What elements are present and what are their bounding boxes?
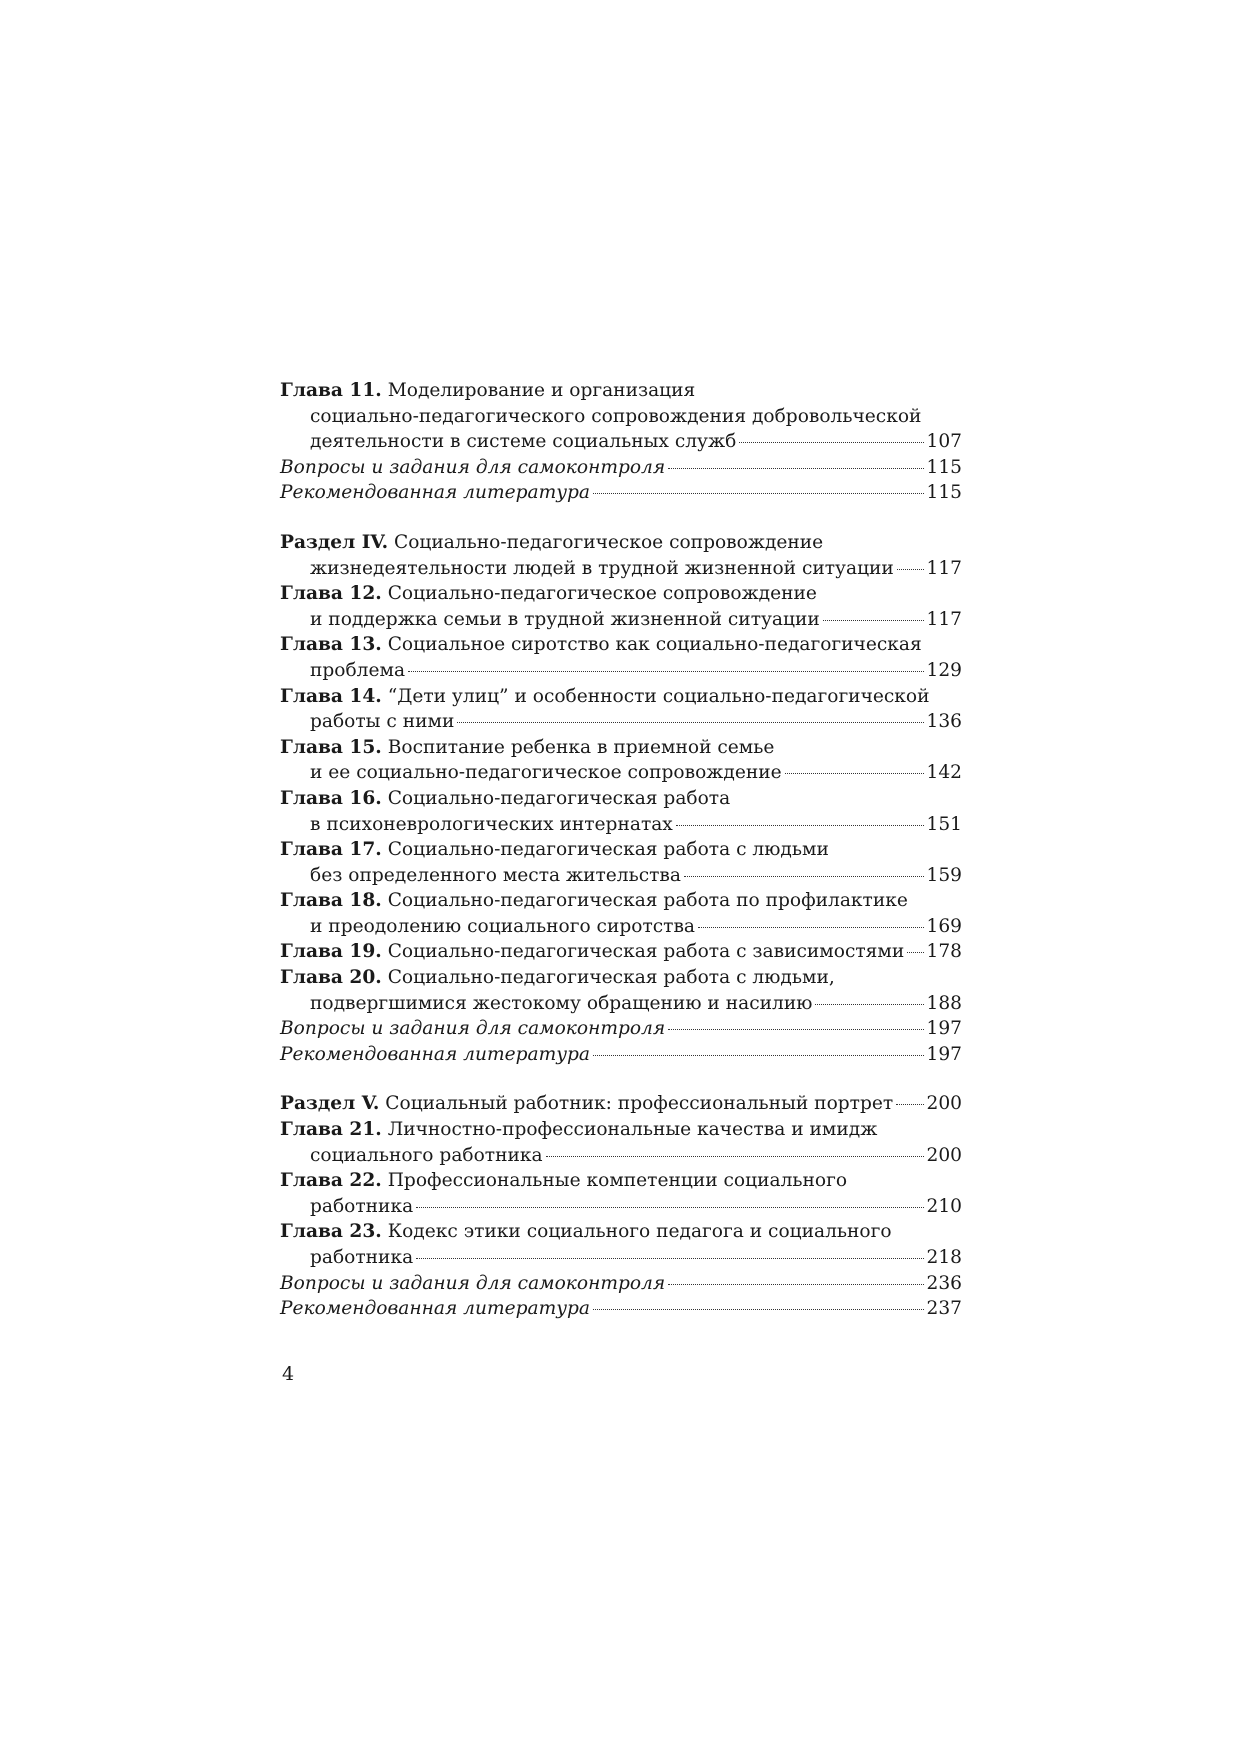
toc-entry-text: Социально-педагогическая работа bbox=[381, 787, 731, 809]
toc-entry-text: Вопросы и задания для самоконтроля bbox=[280, 1272, 666, 1294]
toc-entry bbox=[280, 1219, 962, 1270]
toc-entry-last-line bbox=[280, 914, 962, 940]
toc-entry-text: и поддержка семьи в трудной жизненной ситуации bbox=[310, 608, 820, 630]
toc-entry-title bbox=[280, 686, 930, 707]
toc-entry-text: проблема bbox=[310, 659, 406, 681]
toc-entry-text: Социально-педагогическая работа с людьми bbox=[381, 839, 829, 861]
toc-entry-text: Вопросы и задания для самоконтроля bbox=[280, 456, 666, 478]
toc-entry-last-line bbox=[280, 1296, 962, 1322]
toc-entry-title bbox=[310, 658, 405, 684]
toc-page-number: 136 bbox=[926, 711, 962, 733]
toc-entry-title bbox=[280, 1271, 665, 1297]
dot-leader bbox=[907, 952, 923, 953]
toc-entry-title bbox=[280, 1091, 893, 1117]
toc-entry-lead: Глава 16. bbox=[280, 787, 382, 809]
toc-page-number: 200 bbox=[926, 1093, 962, 1115]
toc-entry-title bbox=[280, 737, 774, 758]
toc-entry-lead: Глава 23. bbox=[280, 1221, 382, 1243]
toc-entry-title bbox=[280, 939, 904, 965]
dot-leader bbox=[823, 620, 924, 621]
toc-entry-title bbox=[310, 914, 695, 940]
toc-page-number: 178 bbox=[926, 941, 962, 963]
toc-entry-title bbox=[280, 1170, 847, 1191]
table-of-contents bbox=[280, 378, 962, 1322]
toc-entry-line bbox=[280, 378, 962, 404]
toc-entry-lead: Глава 21. bbox=[280, 1119, 382, 1141]
dot-leader bbox=[668, 1284, 923, 1285]
toc-entry bbox=[280, 1016, 962, 1042]
toc-entry-title bbox=[310, 863, 681, 889]
toc-entry bbox=[280, 965, 962, 1016]
toc-entry-last-line bbox=[280, 1016, 962, 1042]
dot-leader bbox=[815, 1004, 923, 1005]
toc-entry-text: социально-педагогического сопровождения добровольческой bbox=[310, 405, 922, 427]
toc-entry bbox=[280, 1271, 962, 1297]
toc-entry bbox=[280, 735, 962, 786]
toc-entry-title bbox=[310, 991, 812, 1017]
toc-entry-text: без определенного места жительства bbox=[310, 864, 681, 886]
toc-entry-line bbox=[280, 888, 962, 914]
dot-leader bbox=[684, 876, 924, 877]
toc-entry bbox=[280, 1117, 962, 1168]
toc-entry-text: работника bbox=[310, 1247, 414, 1268]
toc-entry-text: Социальный работник: профессиональный портрет bbox=[379, 1093, 894, 1115]
dot-leader bbox=[676, 825, 924, 826]
toc-entry-last-line bbox=[280, 939, 962, 965]
dot-leader bbox=[785, 773, 924, 774]
toc-entry-text: Социально-педагогическое сопровождение bbox=[381, 583, 817, 605]
toc-entry bbox=[280, 837, 962, 888]
toc-entry bbox=[280, 1042, 962, 1068]
toc-entry-last-line bbox=[280, 1143, 962, 1169]
toc-entry bbox=[280, 378, 962, 455]
dot-leader bbox=[416, 1258, 923, 1259]
toc-entry-title bbox=[310, 1245, 413, 1271]
toc-entry-text: Рекомендованная литература bbox=[280, 482, 591, 504]
toc-entry-title bbox=[280, 1221, 892, 1242]
toc-page-number: 188 bbox=[926, 992, 962, 1014]
toc-entry-lead: Глава 17. bbox=[280, 839, 382, 861]
dot-leader bbox=[416, 1207, 923, 1208]
toc-entry-text: Рекомендованная литература bbox=[280, 1298, 591, 1320]
dot-leader bbox=[668, 1029, 923, 1030]
toc-entry-lead: Глава 19. bbox=[280, 941, 382, 963]
dot-leader bbox=[896, 1104, 923, 1105]
toc-entry-line bbox=[280, 1219, 962, 1245]
toc-entry-text: Рекомендованная литература bbox=[280, 1043, 591, 1065]
toc-entry-title bbox=[310, 760, 782, 786]
dot-leader bbox=[698, 927, 924, 928]
toc-entry-last-line bbox=[280, 991, 962, 1017]
toc-page-number: 169 bbox=[926, 915, 962, 937]
toc-entry-text: жизнедеятельности людей в трудной жизненной ситуации bbox=[310, 557, 894, 579]
toc-entry-last-line bbox=[280, 429, 962, 455]
toc-entry-lead: Глава 15. bbox=[280, 736, 382, 758]
toc-entry-title bbox=[310, 406, 921, 427]
toc-entry-last-line bbox=[280, 1271, 962, 1297]
toc-entry-last-line bbox=[280, 1091, 962, 1117]
toc-entry-last-line bbox=[280, 1042, 962, 1068]
toc-entry-last-line bbox=[280, 863, 962, 889]
toc-page-number: 197 bbox=[926, 1043, 962, 1065]
toc-page-number: 107 bbox=[926, 431, 962, 453]
toc-entry-last-line bbox=[280, 556, 962, 582]
toc-entry-title bbox=[280, 583, 817, 604]
toc-entry-lead: Глава 22. bbox=[280, 1170, 382, 1192]
dot-leader bbox=[897, 569, 924, 570]
toc-entry-line bbox=[280, 786, 962, 812]
toc-entry-title bbox=[280, 1016, 665, 1042]
toc-entry-title bbox=[280, 455, 665, 481]
toc-entry-title bbox=[310, 429, 736, 455]
toc-entry-text: и ее социально-педагогическое сопровождение bbox=[310, 762, 782, 784]
toc-entry-text: подвергшимися жестокому обращению и насилию bbox=[310, 992, 813, 1014]
toc-entry-text: Социально-педагогическая работа по профилактике bbox=[381, 890, 908, 912]
toc-page-number: 115 bbox=[926, 456, 962, 478]
toc-entry-text: работы с ними bbox=[310, 711, 455, 733]
toc-page-number: 129 bbox=[926, 659, 962, 681]
toc-entry-lead: Глава 20. bbox=[280, 967, 382, 989]
toc-entry-text: Вопросы и задания для самоконтроля bbox=[280, 1018, 666, 1040]
toc-entry-title bbox=[310, 709, 454, 735]
toc-entry-line bbox=[280, 1168, 962, 1194]
toc-entry-line bbox=[280, 404, 962, 430]
toc-entry bbox=[280, 581, 962, 632]
toc-entry-title bbox=[280, 380, 695, 401]
toc-page-number: 151 bbox=[926, 813, 962, 835]
dot-leader bbox=[408, 671, 923, 672]
toc-entry-title bbox=[280, 788, 730, 809]
dot-leader bbox=[593, 493, 923, 494]
toc-entry bbox=[280, 786, 962, 837]
toc-entry-title bbox=[280, 1296, 590, 1322]
toc-page-number: 200 bbox=[926, 1144, 962, 1166]
toc-entry-last-line bbox=[280, 709, 962, 735]
toc-entry-line bbox=[280, 530, 962, 556]
page-number: 4 bbox=[282, 1363, 295, 1385]
toc-entry bbox=[280, 530, 962, 581]
toc-entry-text: в психоневрологических интернатах bbox=[310, 813, 673, 835]
toc-entry-text: Профессиональные компетенции социального bbox=[381, 1170, 848, 1192]
toc-entry-last-line bbox=[280, 1245, 962, 1271]
toc-entry-text: работника bbox=[310, 1195, 414, 1217]
toc-entry-lead: Глава 13. bbox=[280, 634, 382, 656]
toc-entry-lead: Глава 11. bbox=[280, 380, 382, 401]
toc-entry-line bbox=[280, 684, 962, 710]
dot-leader bbox=[546, 1156, 924, 1157]
toc-entry-last-line bbox=[280, 455, 962, 481]
toc-page-number: 117 bbox=[926, 557, 962, 579]
toc-entry-text: Социально-педагогическое сопровождение bbox=[388, 531, 824, 553]
toc-entry bbox=[280, 1091, 962, 1117]
toc-entry-lead: Раздел IV. bbox=[280, 531, 389, 553]
toc-entry-text: Воспитание ребенка в приемной семье bbox=[381, 736, 775, 758]
toc-page-number: 197 bbox=[926, 1018, 962, 1040]
toc-entry-text: Личностно-профессиональные качества и имидж bbox=[381, 1119, 878, 1141]
toc-entry-line bbox=[280, 632, 962, 658]
toc-entry-text: “Дети улиц” и особенности социально-педагогической bbox=[381, 685, 930, 707]
toc-entry bbox=[280, 1168, 962, 1219]
toc-entry-text: Социальное сиротство как социально-педагогическая bbox=[381, 634, 922, 656]
toc-entry-last-line bbox=[280, 812, 962, 838]
toc-entry-text: и преодолению социального сиротства bbox=[310, 915, 695, 937]
toc-page-number: 159 bbox=[926, 864, 962, 886]
toc-page-number: 115 bbox=[926, 482, 962, 504]
toc-entry-line bbox=[280, 837, 962, 863]
toc-entry-title bbox=[310, 607, 820, 633]
toc-page-number: 210 bbox=[926, 1195, 962, 1217]
toc-entry-text: Социально-педагогическая работа с зависимостями bbox=[381, 941, 905, 963]
toc-entry-title bbox=[280, 839, 829, 860]
toc-page-number: 237 bbox=[926, 1298, 962, 1320]
dot-leader bbox=[593, 1309, 923, 1310]
toc-page-number: 142 bbox=[926, 762, 962, 784]
toc-entry-last-line bbox=[280, 760, 962, 786]
toc-entry-lead: Глава 12. bbox=[280, 583, 382, 605]
dot-leader bbox=[739, 442, 923, 443]
toc-entry bbox=[280, 888, 962, 939]
toc-entry bbox=[280, 480, 962, 506]
toc-entry-text: социального работника bbox=[310, 1144, 543, 1166]
toc-entry-line bbox=[280, 581, 962, 607]
toc-entry-line bbox=[280, 735, 962, 761]
toc-entry-title bbox=[310, 812, 673, 838]
toc-page-number: 117 bbox=[926, 608, 962, 630]
toc-entry-line bbox=[280, 1117, 962, 1143]
dot-leader bbox=[457, 722, 923, 723]
toc-page-number: 236 bbox=[926, 1272, 962, 1294]
toc-entry-lead: Глава 18. bbox=[280, 890, 382, 912]
toc-entry-line bbox=[280, 965, 962, 991]
dot-leader bbox=[593, 1055, 923, 1056]
toc-entry bbox=[280, 455, 962, 481]
toc-entry bbox=[280, 939, 962, 965]
toc-entry bbox=[280, 1296, 962, 1322]
toc-entry-title bbox=[280, 1042, 590, 1068]
toc-entry-lead: Раздел V. bbox=[280, 1093, 380, 1115]
toc-entry-title bbox=[310, 1143, 543, 1169]
toc-entry-title bbox=[280, 1119, 877, 1140]
toc-entry-lead: Глава 14. bbox=[280, 685, 382, 707]
toc-entry-title bbox=[310, 1194, 413, 1220]
dot-leader bbox=[668, 468, 923, 469]
toc-entry-title bbox=[280, 890, 908, 911]
toc-entry-title bbox=[280, 480, 590, 506]
toc-entry-text: Социально-педагогическая работа с людьми, bbox=[381, 967, 835, 989]
toc-entry-text: деятельности в системе социальных служб bbox=[310, 431, 737, 453]
toc-entry-title bbox=[310, 556, 894, 582]
toc-entry-text: Моделирование и организация bbox=[381, 380, 696, 401]
toc-entry-last-line bbox=[280, 480, 962, 506]
toc-entry-title bbox=[280, 634, 922, 655]
toc-page-number: 218 bbox=[926, 1247, 962, 1268]
toc-entry-text: Кодекс этики социального педагога и социального bbox=[381, 1221, 892, 1243]
toc-entry bbox=[280, 684, 962, 735]
toc-entry-last-line bbox=[280, 1194, 962, 1220]
toc-entry bbox=[280, 632, 962, 683]
toc-entry-last-line bbox=[280, 658, 962, 684]
toc-entry-title bbox=[280, 532, 823, 553]
toc-entry-last-line bbox=[280, 607, 962, 633]
toc-entry-title bbox=[280, 967, 835, 988]
